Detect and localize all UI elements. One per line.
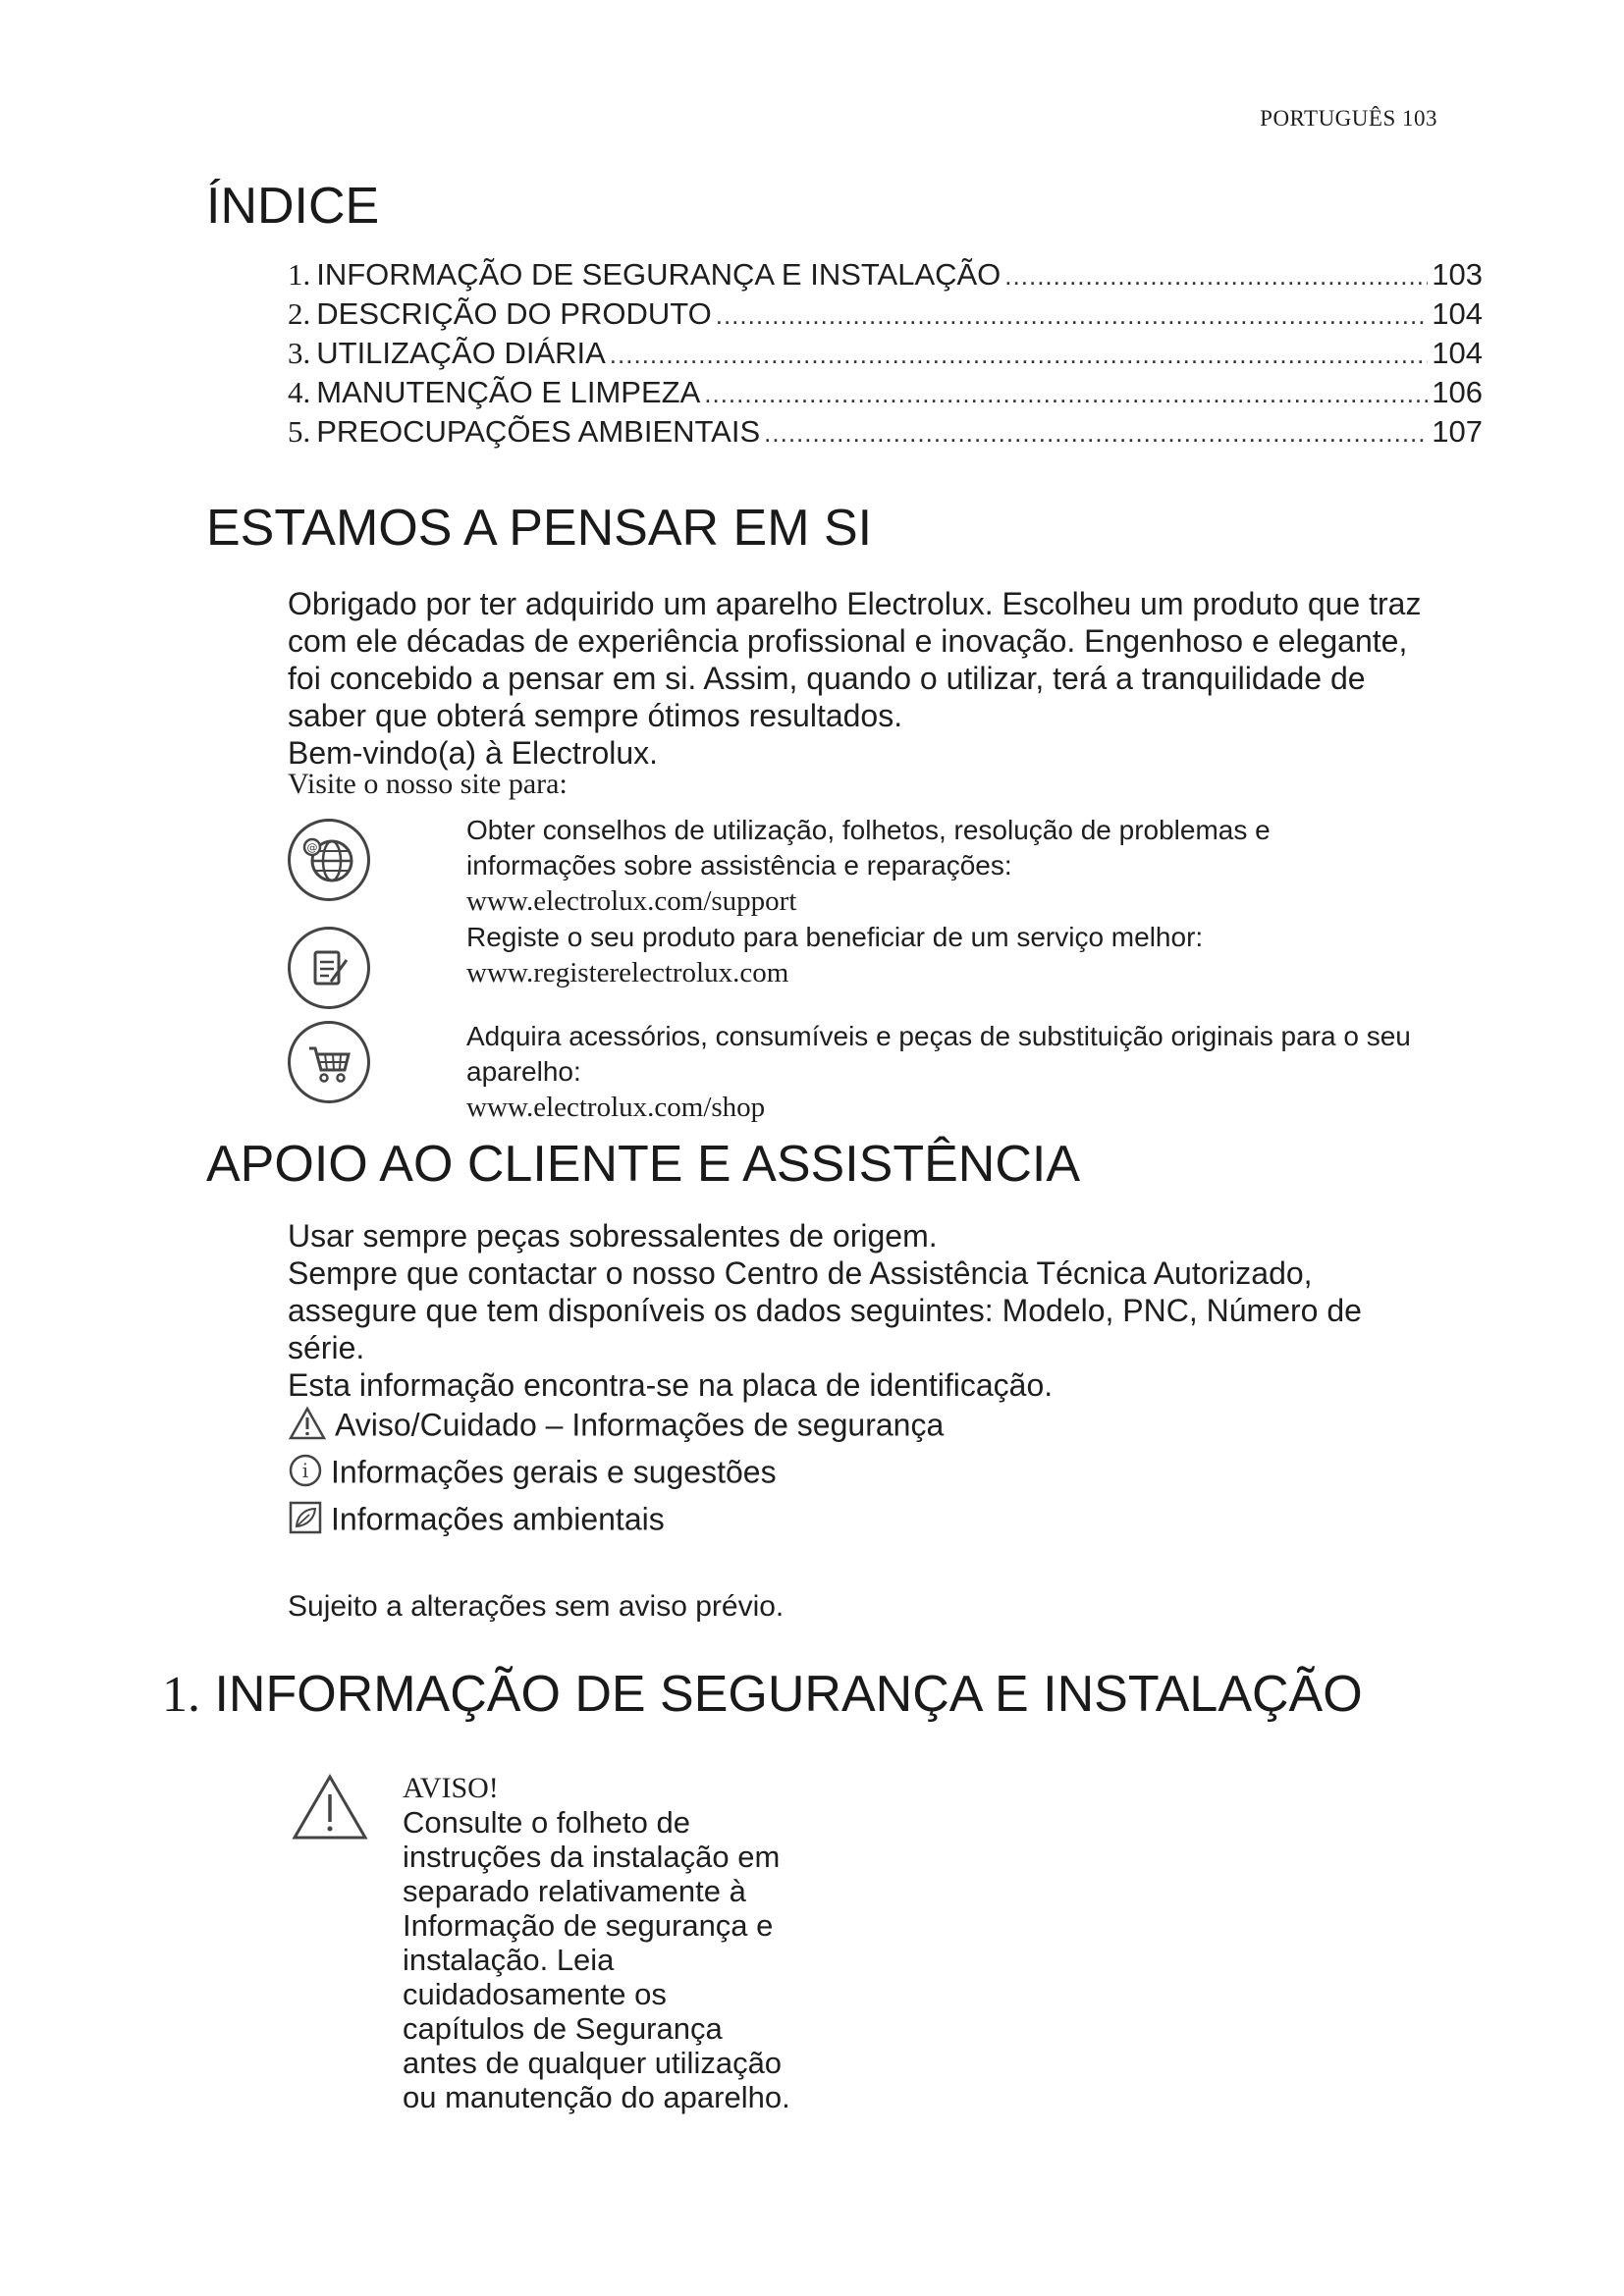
toc-item-number: 3. <box>288 336 311 370</box>
support-url-link[interactable]: www.electrolux.com/support <box>466 885 797 917</box>
toc-item-page: 103 <box>1432 257 1483 292</box>
toc-item-number: 4. <box>288 375 311 409</box>
toc-item-label: DESCRIÇÃO DO PRODUTO <box>316 296 712 331</box>
legend-label: Aviso/Cuidado – Informações de segurança <box>335 1407 945 1443</box>
warning-large-icon <box>291 1773 369 1846</box>
link-description: Obter conselhos de utilização, folhetos, resolução de problemas e <box>466 815 1271 845</box>
toc-item-number: 1. <box>288 257 311 292</box>
svg-text:@: @ <box>306 841 318 854</box>
toc-item-page: 106 <box>1432 375 1483 409</box>
shop-url-link[interactable]: www.electrolux.com/shop <box>466 1092 766 1123</box>
support-paragraph <box>288 1217 1495 1404</box>
thinking-paragraph <box>288 585 1495 772</box>
legend-environment <box>288 1500 665 1543</box>
paragraph-line: Bem-vindo(a) à Electrolux. <box>288 735 659 771</box>
paragraph-line: assegure que tem disponíveis os dados seguintes: Modelo, PNC, Número de <box>288 1293 1362 1328</box>
toc-leader <box>716 296 1429 332</box>
paragraph-line: Obrigado por ter adquirido um aparelho Electrolux. Escolheu um produto que traz <box>288 586 1422 621</box>
toc-item[interactable] <box>288 414 1483 454</box>
index-title: ÍNDICE <box>206 178 380 235</box>
toc-item[interactable] <box>288 296 1483 336</box>
toc-item-page: 107 <box>1432 414 1483 449</box>
toc-item-page: 104 <box>1432 336 1483 370</box>
paragraph-line: Sempre que contactar o nosso Centro de Assistência Técnica Autorizado, <box>288 1255 1313 1291</box>
toc-leader <box>704 375 1428 410</box>
toc-leader <box>764 414 1428 450</box>
toc-item-page: 104 <box>1432 296 1483 331</box>
safety-title-text: INFORMAÇÃO DE SEGURANÇA E INSTALAÇÃO <box>214 1666 1363 1723</box>
safety-title <box>162 1665 1363 1724</box>
toc-item-number: 2. <box>288 296 311 331</box>
legend-label: Informações ambientais <box>331 1501 665 1537</box>
svg-text:i: i <box>301 1459 309 1482</box>
toc-item-number: 5. <box>288 414 311 449</box>
link-description: Registe o seu produto para beneficiar de um serviço melhor: <box>466 922 1204 952</box>
link-register <box>466 920 1497 990</box>
register-icon <box>288 927 370 1009</box>
register-url-link[interactable]: www.registerelectrolux.com <box>466 957 789 988</box>
page-header: PORTUGUÊS 103 <box>1260 106 1437 131</box>
paragraph-line: saber que obterá sempre ótimos resultados. <box>288 698 903 733</box>
paragraph-line: com ele décadas de experiência profissional e inovação. Engenhoso e elegante, <box>288 623 1408 659</box>
warning-line: ou manutenção do aparelho. <box>403 2080 790 2114</box>
toc-item-label: UTILIZAÇÃO DIÁRIA <box>316 336 606 370</box>
link-description: Adquira acessórios, consumíveis e peças de substituição originais para o seu <box>466 1021 1411 1051</box>
link-description: aparelho: <box>466 1056 581 1087</box>
link-support <box>466 813 1497 919</box>
globe-icon <box>288 819 370 901</box>
warning-line: instruções da instalação em <box>403 1840 781 1874</box>
toc-item-label: INFORMAÇÃO DE SEGURANÇA E INSTALAÇÃO <box>316 257 1001 292</box>
link-description: informações sobre assistência e reparações: <box>466 850 1012 881</box>
paragraph-line: Esta informação encontra-se na placa de identificação. <box>288 1367 1054 1403</box>
toc-item-label: MANUTENÇÃO E LIMPEZA <box>316 375 701 409</box>
warning-label: AVISO! <box>403 1772 499 1804</box>
warning-line: antes de qualquer utilização <box>403 2046 783 2080</box>
legend-warning <box>288 1406 944 1449</box>
legend-label: Informações gerais e sugestões <box>331 1454 777 1490</box>
toc-item-label: PREOCUPAÇÕES AMBIENTAIS <box>316 414 761 449</box>
warning-line: capítulos de Segurança <box>403 2011 723 2046</box>
legend-info <box>288 1453 777 1496</box>
info-icon <box>288 1453 323 1496</box>
warning-block <box>403 1771 893 2114</box>
paragraph-line: série. <box>288 1330 365 1365</box>
safety-title-number: 1. <box>162 1667 200 1723</box>
visit-label: Visite o nosso site para: <box>288 768 568 800</box>
warning-line: Informação de segurança e <box>403 1908 774 1943</box>
cart-icon <box>288 1021 370 1103</box>
thinking-title: ESTAMOS A PENSAR EM SI <box>206 500 873 557</box>
warning-line: instalação. Leia <box>403 1943 615 1977</box>
toc-leader <box>1004 257 1428 293</box>
changes-note: Sujeito a alterações sem aviso prévio. <box>288 1590 785 1623</box>
paragraph-line: Usar sempre peças sobressalentes de origem. <box>288 1218 938 1254</box>
warning-line: separado relativamente à <box>403 1874 746 1908</box>
paragraph-line: foi concebido a pensar em si. Assim, quando o utilizar, terá a tranquilidade de <box>288 661 1366 696</box>
table-of-contents <box>288 257 1483 454</box>
leaf-icon <box>288 1500 323 1543</box>
link-shop <box>466 1019 1497 1125</box>
warning-line: cuidadosamente os <box>403 1977 667 2011</box>
toc-item[interactable] <box>288 336 1483 375</box>
warning-line: Consulte o folheto de <box>403 1805 690 1840</box>
warning-icon <box>288 1406 327 1449</box>
toc-item[interactable] <box>288 375 1483 414</box>
support-title: APOIO AO CLIENTE E ASSISTÊNCIA <box>206 1136 1081 1193</box>
toc-item[interactable] <box>288 257 1483 296</box>
toc-leader <box>610 336 1428 371</box>
